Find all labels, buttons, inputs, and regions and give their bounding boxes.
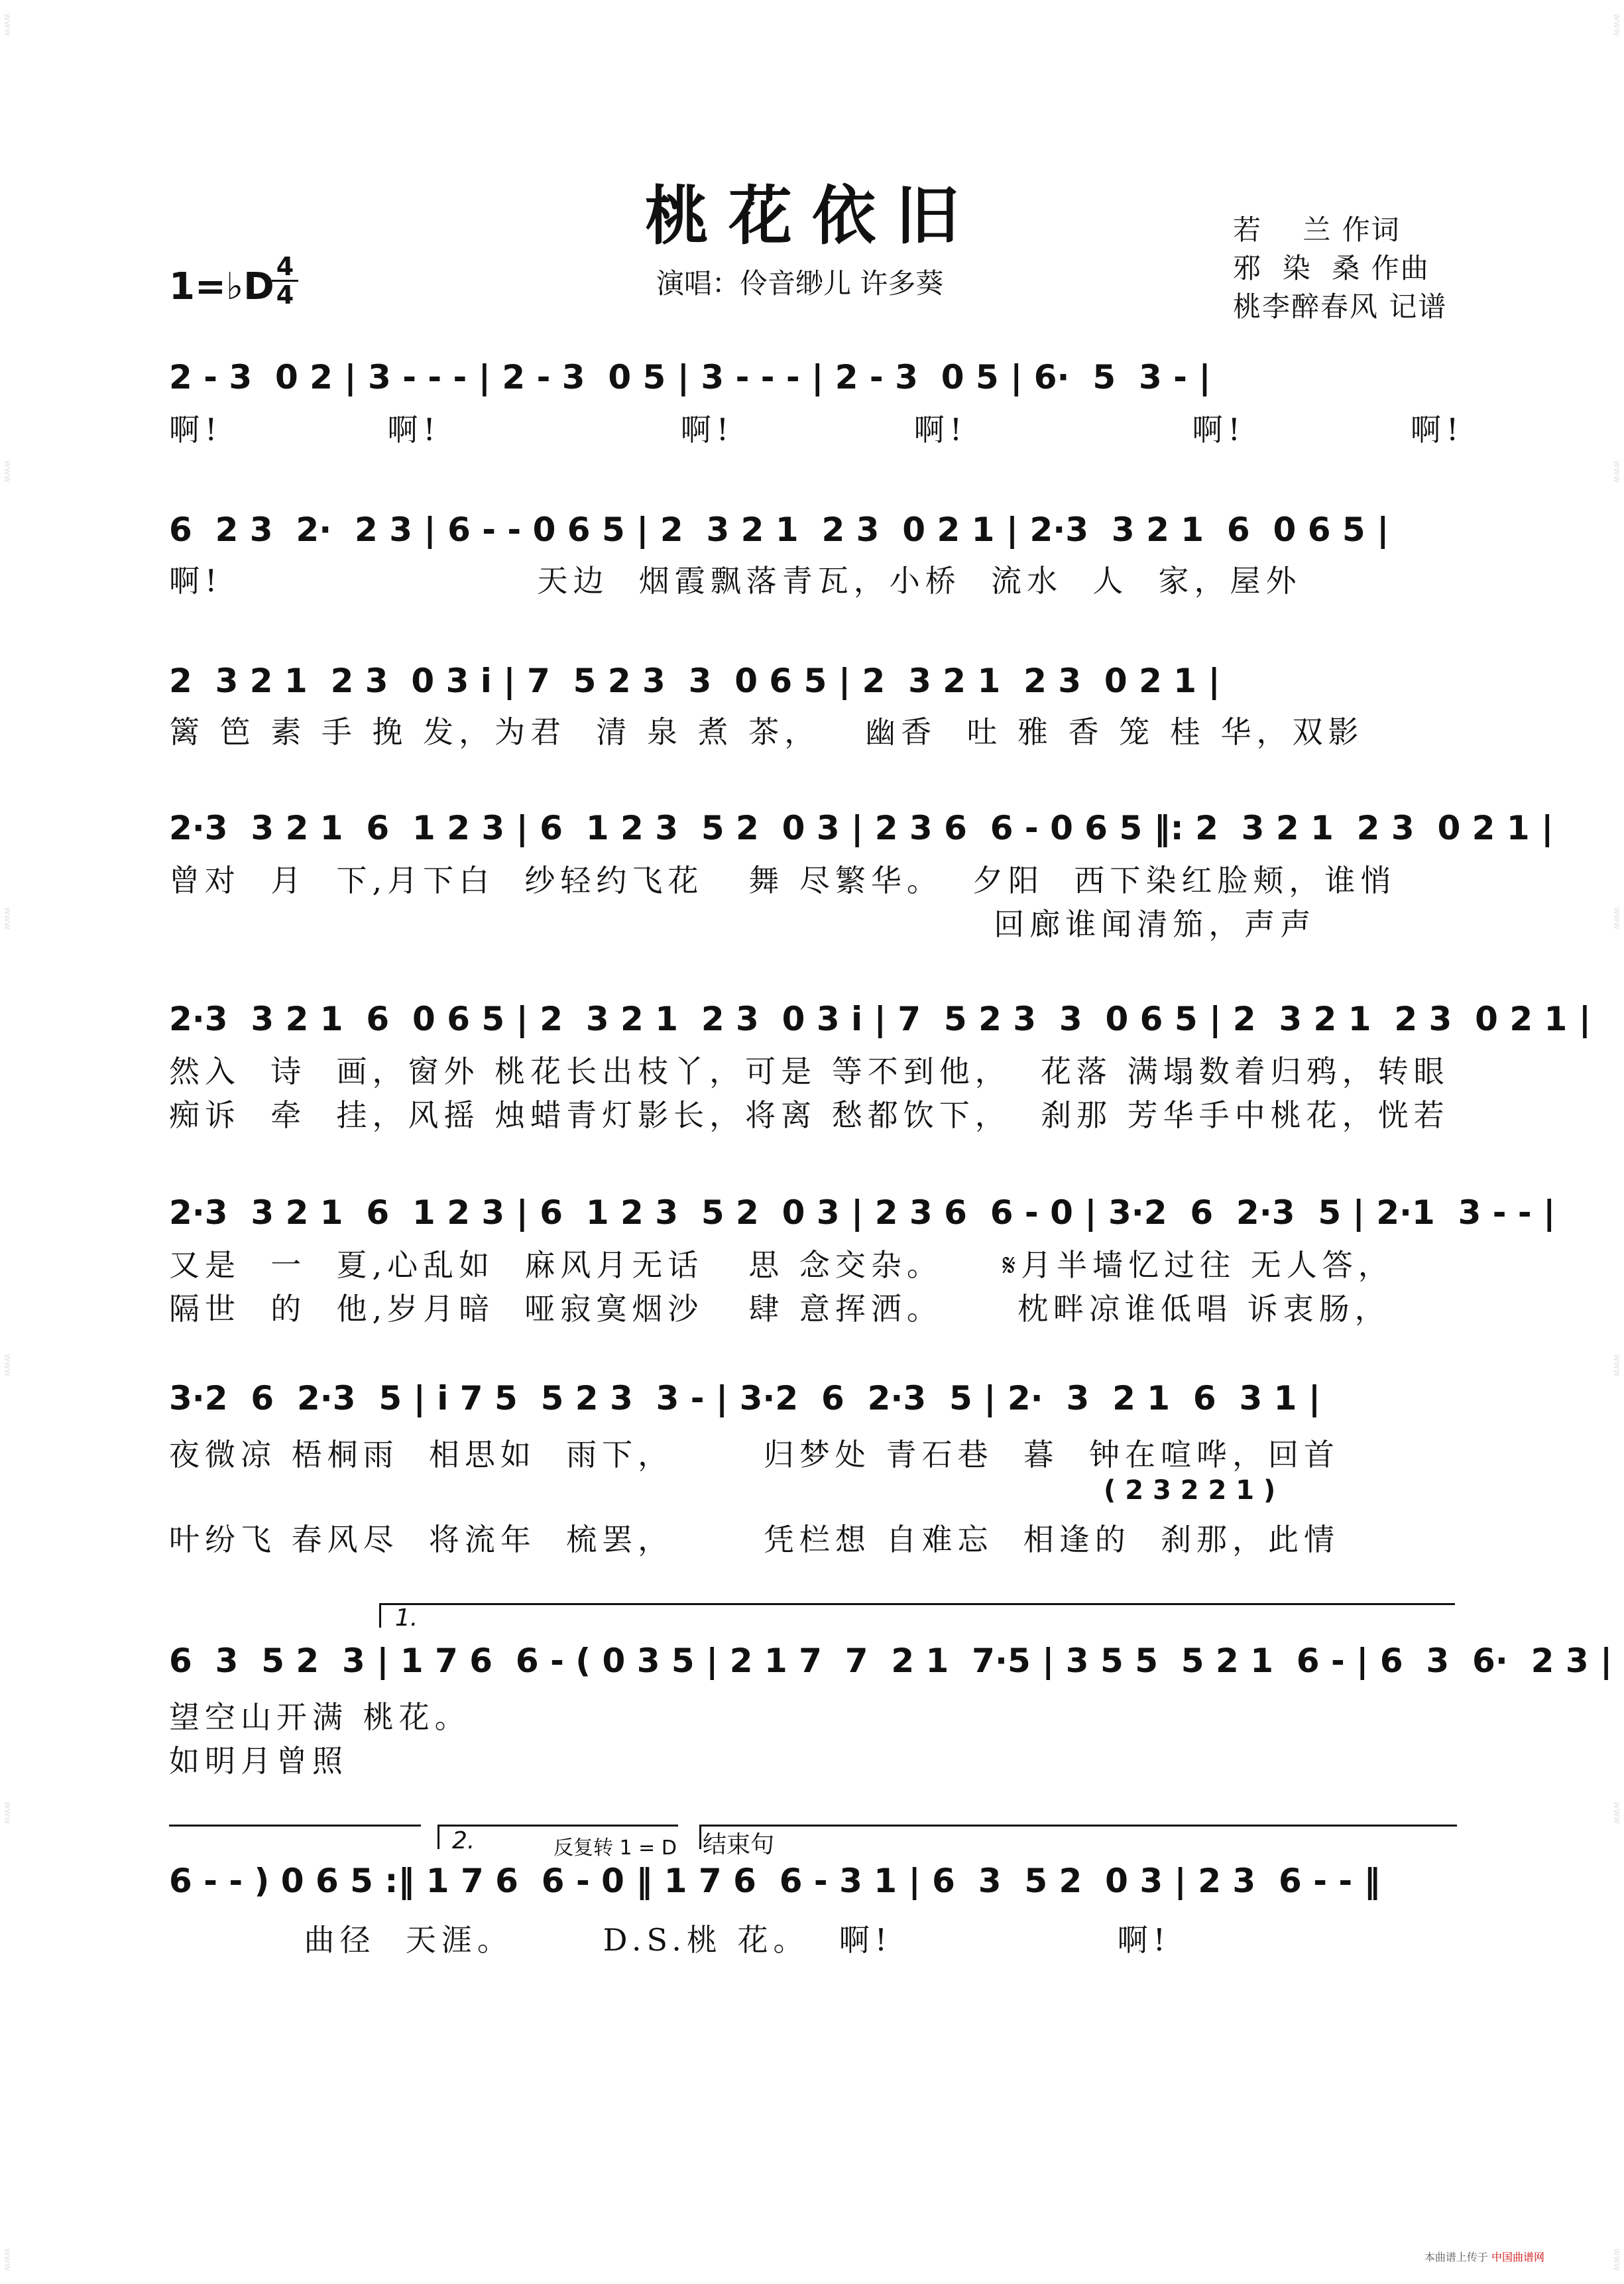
system-9-top-line (169, 1825, 421, 1827)
system-3-lyrics: 篱 笆 素 手 挽 发，为君 清 泉 煮 茶， 幽香 吐 雅 香 笼 桂 华，双影 (169, 714, 1364, 750)
song-title: 桃花依旧 (645, 178, 979, 253)
credits (1233, 211, 1447, 326)
footer-text: 本曲谱上传于 (1424, 2251, 1488, 2263)
system-9-notes: 6 - - ) 0 6 5 :‖ 1 7 6 6 - 0 ‖ 1 7 6 6 - 3 1 | 6 3 5 2 0 3 | 2 3 6 - - ‖ (169, 1862, 1381, 1900)
system-3-notes: 2 3 2 1 2 3 0 3 i | 7 5 2 3 3 0 6 5 | 2 3 2 1 2 3 0 2 1 | (169, 662, 1220, 700)
system-9-lyrics: 曲径 天涯。 D.S.桃 花。 啊! 啊! (169, 1922, 1171, 1958)
modulation-note: 反复转 1 = D (553, 1836, 677, 1860)
time-bottom: 4 (272, 280, 298, 308)
system-5-notes: 2·3 3 2 1 6 0 6 5 | 2 3 2 1 2 3 0 3 i | 7 5 2 3 3 0 6 5 | 2 3 2 1 2 3 0 2 1 | (169, 1000, 1591, 1038)
system-5-lyrics-verse2: 痴诉 牵 挂，风摇 烛蜡青灯影长，将离 愁都饮下， 刹那 芳华手中桃花，恍若 (169, 1097, 1450, 1133)
system-1-notes: 2 - 3 0 2 | 3 - - - | 2 - 3 0 5 | 3 - - - | 2 - 3 0 5 | 6· 5 3 - | (169, 358, 1211, 396)
volta-2-label: 2. (452, 1827, 475, 1854)
system-2-lyrics: 啊! 天边 烟霞飘落青瓦，小桥 流水 人 家，屋外 (169, 563, 1302, 599)
volta-1-bracket (379, 1603, 1455, 1628)
system-6-lyrics-verse2: 隔世 的 他,岁月暗 哑寂寞烟沙 肆 意挥洒。 枕畔凉谁低唱 诉衷肠， (169, 1291, 1391, 1327)
footer-source (1424, 2249, 1544, 2264)
composer-credit: 邪 染 桑 作曲 (1233, 252, 1430, 284)
volta-1-label: 1. (395, 1604, 418, 1632)
system-4-lyrics-verse2: 回廊谁闻清笳，声声 (169, 906, 1316, 942)
system-7-lyrics-verse1: 夜微凉 梧桐雨 相思如 雨下， 归梦处 青石巷 暮 钟在喧哗，回首 (169, 1437, 1340, 1473)
lyricist-credit: 若 兰 作词 (1233, 213, 1401, 246)
system-6-lyrics-verse1: 又是 一 夏,心乱如 麻风月无话 思 念交杂。 𝄋月半墙忆过往 无人答， (169, 1247, 1394, 1283)
system-7-notes: 3·2 6 2·3 5 | i 7 5 5 2 3 3 - | 3·2 6 2·3 5 | 2· 3 2 1 6 3 1 | (169, 1379, 1321, 1417)
system-4-notes: 2·3 3 2 1 6 1 2 3 | 6 1 2 3 5 2 0 3 | 2 3 6 6 - 0 6 5 ‖: 2 3 2 1 2 3 0 2 1 | (169, 809, 1554, 847)
system-8-lyrics-verse1: 望空山开满 桃花。 (169, 1699, 471, 1735)
footer-site: 中国曲谱网 (1491, 2251, 1544, 2263)
watermark-left: www www www www www www (2, 13, 13, 2271)
system-8-notes: 6 3 5 2 3 | 1 7 6 6 - ( 0 3 5 | 2 1 7 7 2 1 7·5 | 3 5 5 5 2 1 6 - | 6 3 6· 2 3 | (169, 1642, 1613, 1680)
system-8-lyrics-verse2: 如明月曾照 (169, 1743, 348, 1779)
system-7-alt-notes: ( 2 3 2 2 1 ) (1104, 1475, 1276, 1506)
system-5-lyrics-verse1: 然入 诗 画，窗外 桃花长出枝丫，可是 等不到他， 花落 满塌数着归鸦，转眼 (169, 1053, 1450, 1089)
key-text: 1=♭D (169, 265, 274, 308)
system-2-notes: 6 2 3 2· 2 3 | 6 - - 0 6 5 | 2 3 2 1 2 3 0 2 1 | 2·3 3 2 1 6 0 6 5 | (169, 511, 1389, 549)
system-1-lyrics: 啊! 啊! 啊! 啊! 啊! 啊! (169, 412, 1464, 448)
system-4-lyrics-verse1: 曾对 月 下,月下白 纱轻约飞花 舞 尽繁华。 夕阳 西下染红脸颊，谁悄 (169, 863, 1397, 898)
time-top: 4 (276, 252, 294, 281)
watermark-right: www www www www www www (1611, 13, 1622, 2271)
singer-credit: 演唱：伶音缈儿 许多葵 (656, 267, 944, 300)
system-6-notes: 2·3 3 2 1 6 1 2 3 | 6 1 2 3 5 2 0 3 | 2 3 6 6 - 0 | 3·2 6 2·3 5 | 2·1 3 - - | (169, 1193, 1556, 1232)
key-signature (169, 252, 294, 310)
system-7-lyrics-verse2: 叶纷飞 春风尽 将流年 梳罢， 凭栏想 自难忘 相逢的 刹那，此情 (169, 1522, 1340, 1557)
time-signature (272, 253, 298, 308)
ending-bracket (699, 1825, 1457, 1849)
ending-label: 结束句 (703, 1831, 775, 1858)
transcriber-credit: 桃李醉春风 记谱 (1233, 290, 1448, 323)
